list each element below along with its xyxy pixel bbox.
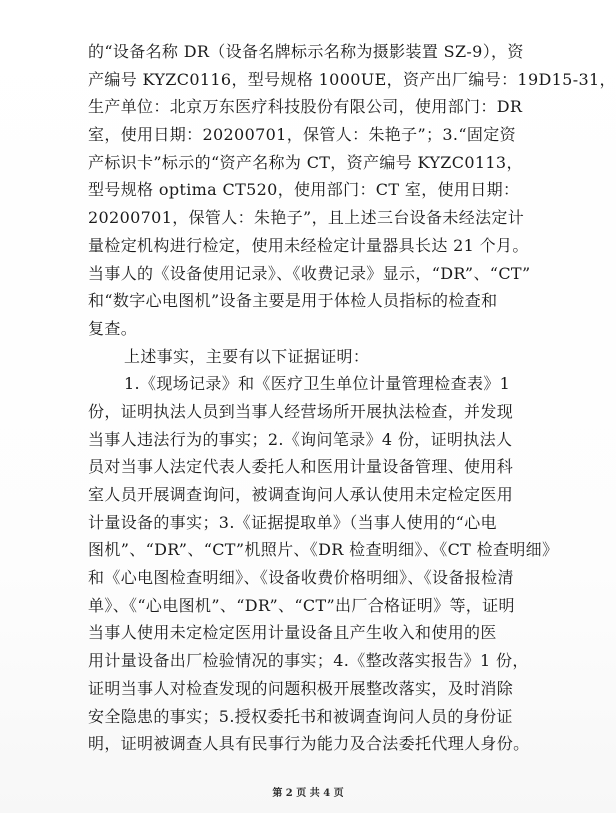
evidence-line: 用计量设备出厂检验情况的事实；4.《整改落实报告》1 份， bbox=[88, 651, 529, 671]
evidence-line: 1.《现场记录》和《医疗卫生单位计量管理检查表》1 bbox=[124, 374, 511, 394]
paragraph-line: 复查。 bbox=[88, 318, 138, 338]
evidence-line: 当事人使用未定检定医用计量设备且产生收入和使用的医 bbox=[88, 623, 497, 643]
evidence-line: 员对当事人法定代表人委托人和医用计量设备管理、使用科 bbox=[88, 457, 514, 477]
paragraph-line: 量检定机构进行检定，使用未经检定计量器具长达 21 个月。 bbox=[88, 235, 529, 255]
paragraph-line: 产编号 KYZC0116，型号规格 1000UE，资产出厂编号：19D15-31， bbox=[88, 69, 616, 89]
paragraph-line: 室，使用日期：20200701，保管人：朱艳子”；3.“固定资 bbox=[88, 125, 516, 145]
evidence-line: 图机”、“DR”、“CT”机照片、《DR 检查明细》、《CT 检查明细》 bbox=[88, 540, 559, 560]
evidence-heading: 上述事实，主要有以下证据证明： bbox=[124, 346, 370, 366]
page-number-footer: 第 2 页 共 4 页 bbox=[272, 788, 344, 799]
evidence-line: 份，证明执法人员到当事人经营场所开展执法检查，并发现 bbox=[88, 401, 514, 421]
paragraph-line: 的“设备名称 DR（设备名牌标示名称为摄影装置 SZ-9），资 bbox=[88, 42, 524, 61]
evidence-line: 证明当事人对检查发现的问题积极开展整改落实，及时消除 bbox=[88, 678, 514, 698]
paragraph-line: 产标识卡”标示的“资产名称为 CT，资产编号 KYZC0113， bbox=[88, 152, 523, 172]
paragraph-line: 和“数字心电图机”设备主要是用于体检人员指标的检查和 bbox=[88, 291, 498, 311]
paragraph-line: 生产单位：北京万东医疗科技股份有限公司，使用部门：DR bbox=[88, 97, 523, 117]
evidence-line: 计量设备的事实；3.《证据提取单》（当事人使用的“心电 bbox=[88, 512, 497, 532]
evidence-line: 室人员开展调查询问，被调查询问人承认使用未定检定医用 bbox=[88, 485, 514, 504]
document-body bbox=[88, 38, 616, 758]
evidence-line: 和《心电图检查明细》、《设备收费价格明细》、《设备报检清 bbox=[88, 568, 514, 588]
evidence-line: 单》、《“心电图机”、“DR”、“CT”出厂合格证明》等，证明 bbox=[88, 595, 515, 615]
evidence-line: 当事人违法行为的事实；2.《询问笔录》4 份，证明执法人 bbox=[88, 429, 513, 449]
paragraph-line: 20200701，保管人：朱艳子”，且上述三台设备未经法定计 bbox=[88, 208, 525, 228]
evidence-line: 明，证明被调查人具有民事行为能力及合法委托代理人身份。 bbox=[88, 734, 530, 754]
evidence-line: 安全隐患的事实；5.授权委托书和被调查询问人员的身份证 bbox=[88, 706, 513, 726]
paragraph-line: 当事人的《设备使用记录》、《收费记录》显示，“DR”、“CT” bbox=[88, 263, 531, 283]
paragraph-line: 型号规格 optima CT520，使用部门：CT 室，使用日期： bbox=[88, 180, 520, 200]
